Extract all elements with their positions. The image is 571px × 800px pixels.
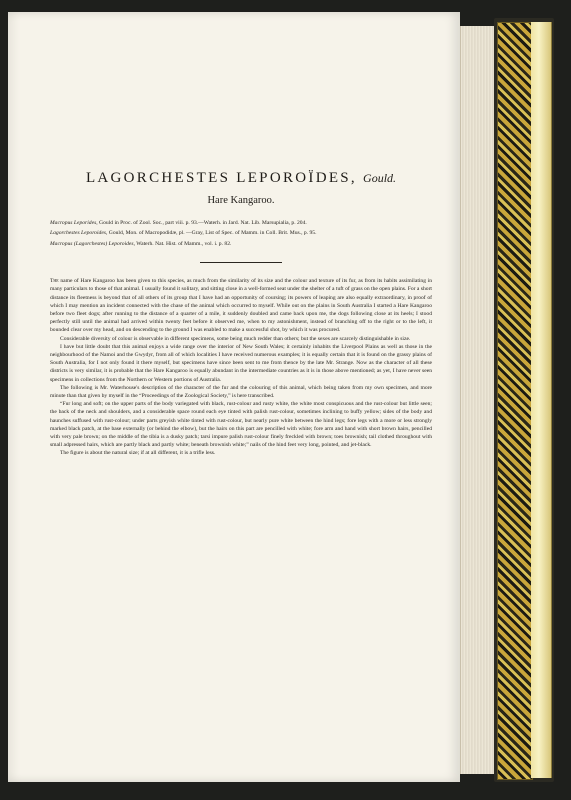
paragraph: Considerable diversity of colour is observable in different specimens, some being much redder than others; but the sexes are scarcely distinguishable in size. — [60, 335, 411, 342]
synonym-reference: Waterh. Nat. Hist. of Mamm., vol. i. p. 82. — [135, 240, 232, 247]
body-text — [50, 277, 432, 457]
paragraph-lead: The — [50, 278, 59, 285]
section-divider — [200, 262, 282, 263]
synonym-species: Lagorchestes Leporoides, — [50, 230, 108, 237]
paragraph: The following is Mr. Waterhouse's description of the character of the fur and the colouring of this animal, which being taken from my own specimen, and more minute than that given by myself in the “Proceedings of the Zoological Society,” is here transcribed. — [50, 384, 432, 400]
synonym-reference: Gould, Mon. of Macropodidæ, pl. —Gray, List of Spec. of Mamm. in Coll. Brit. Mus., p. 95. — [107, 230, 317, 237]
gilt-edge — [531, 22, 552, 778]
synonymy-entry — [50, 230, 432, 237]
paragraph: “Fur long and soft; on the upper parts of the body variegated with black, rust-colour and rusty white, the white most conspicuous and the rust-colour but little seen; the back of the neck and shoulders, and a considerable space round each eye tinted with palish rust-colour, sometimes inclining to buffy yellow; sides of the body and haunches suffused with rust-colour; under parts greyish white tinted with rust-colour, but nearly pure white between the hind legs; fore legs with a more or less strongly marked black patch, at the base externally (or behind the elbow), but the hairs on this part are pencilled with white; fore arm and hand with short brown hairs, pencilled with very pale brown; on the middle of the tibia is a dusky patch; tarsi impure palish rust-colour finely freckled with brown; toes brownish; tail clothed throughout with small adpressed hairs, which are partly black and partly white; beneath brownish white;” nails of the hind feet very long, pointed, and jet-black. — [50, 401, 432, 449]
title-block — [50, 170, 432, 206]
paragraph-text: name of Hare Kangaroo has been given to this species, as much from the similarity of its size and the colour and texture of its fur, as from its habits assimilating in many particulars to those of that animal. I usually found it solitary, and sitting close in a well-formed seat under the shelter of a tuft of grass on the open plains. For a short distance its fleetness is beyond that of all others of its group that I have had an opportunity of coursing; its powers of leaping are also equally extraordinary, in proof of which I may mention an incident connected with the chase of the animal which occurred to myself. While out on the plains in South Australia I started a Hare Kangaroo before two fleet dogs; after running to the distance of a quarter of a mile, it suddenly doubled and came back upon me, the dogs following close at its heels; I stood perfectly still until the animal had arrived within twenty feet before it observed me, when to my astonishment, instead of branching off to the right or to the left, it bounded clear over my head, and on descending to the ground I was enabled to make a successful shot, by which it was procured. — [50, 278, 432, 334]
synonymy-entry — [50, 220, 432, 227]
species-title-name: LAGORCHESTES LEPOROÏDES, — [85, 170, 357, 186]
synonymy-entry — [50, 241, 432, 248]
synonymy-list — [50, 220, 432, 248]
species-title — [50, 170, 432, 187]
paragraph — [50, 277, 432, 334]
marbled-edge — [497, 22, 533, 780]
synonym-species: Macropus Leporides, — [50, 220, 98, 226]
paragraph: The figure is about the natural size; if at all different, it is a trifle less. — [60, 450, 216, 457]
paragraph: I have but little doubt that this animal enjoys a wide range over the interior of New South Wales; it certainly inhabits the Liverpool Plains as well as those in the neighbourhood of the Namoi and the Gwydyr, from all of which localities I have received numerous examples; it is equally certain that it is found on the grassy plains of South Australia, for I not only found it there myself, but specimens have since been sent to me from thence by the late Mr. Strange. Now as the character of all these districts is very similar, it is probable that the Hare Kangaroo is equally abundant in the intermediate countries as it is in those above mentioned; as yet, I have never seen specimens in collections from the Northern or Western portions of Australia. — [50, 343, 432, 383]
synonym-reference: Gould in Proc. of Zool. Soc., part viii. p. 93.—Waterh. in Jard. Nat. Lib. Marsupialia, p. 204. — [97, 220, 307, 226]
synonym-species: Macropus (Lagorchestes) Leporoides, — [50, 240, 135, 247]
species-title-author: Gould. — [363, 171, 397, 185]
page-content — [50, 170, 432, 458]
page-edges — [460, 26, 495, 774]
common-name: Hare Kangaroo. — [207, 195, 275, 206]
